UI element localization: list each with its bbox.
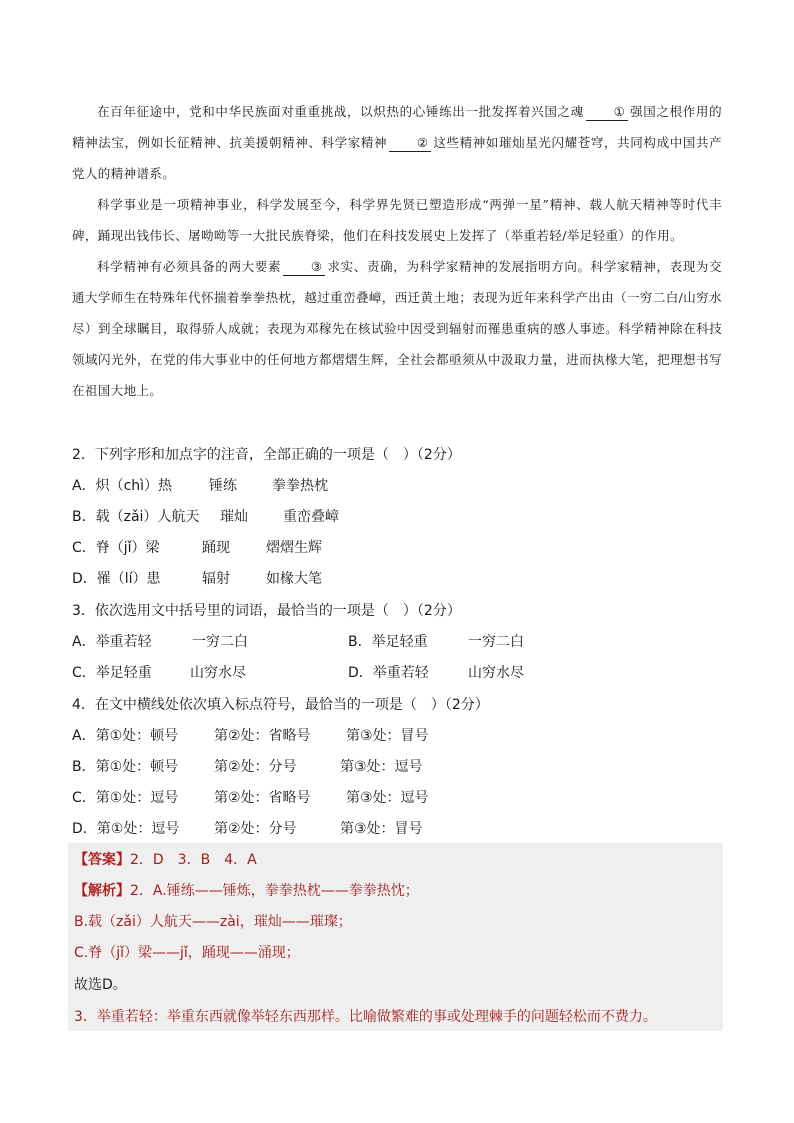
q3-option-c[interactable]: C．举足轻重 <box>72 665 152 681</box>
analysis-line-3: C.脊（jǐ）梁——jǐ，踊现——涌现； <box>74 945 300 961</box>
analysis-line-2: B.载（zǎi）人航天——zài，璀灿——璀璨； <box>74 914 352 930</box>
document-page: 在百年征途中，党和中华民族面对重重挑战，以炽热的心锤练出一批发挥着兴国之魂 ① 强国之根作用的精神法宝，例如长征精神、抗美援朝精神、科学家精神 ② 这些精神如璀灿星光闪耀苍穹，共同构成中国共产党人的精神谱系。 科学事业是一项精神事业，科学发展至今，科学界先贤已塑造形成“两弹一星”精神、载人航天精神等时代丰碑，踊现出钱伟长、屠呦呦等一大批民族脊梁，他们在科技发展史上发挥了（举重若轻/举足轻重）的作用。 科学精神有必须具备的两大要素 ③ 求实、责确，为科学家精神的发展指明方向。科学家精神，表现为交通大学师生在特殊年代怀揣着拳拳热枕，越过重峦叠嶂，西迁黄土地；表现为近年来科学产出由（一穷二白/山穷水尽）到全球瞩目，取得骄人成就；表现为邓稼先在核试验中因受到辐射而罹患重病的感人事迹。科学精神除在科技领域闪光外，在党的伟大事业中的任何地方都熠熠生辉，全社会都亟须从中汲取力量，进而执椽大笔，把理想书写在祖国大地上。 2．下列字形和加点字的注音，全部正确的一项是（ ）（2分） A．炽（chì）热 锤练 拳拳热枕 B．载（zǎi）人航天 璀灿 重峦叠嶂 C．脊（jǐ）梁 踊现 熠熠生辉 D．罹（lí）患 辐射 如椽大笔 3．依次选用文中括号里的词语，最恰当的一项是（ ）（2分） A．举重若轻 一穷二白 B．举足轻重 一穷二白 C．举足轻重 山穷水尽 D．举重若轻 山穷水尽 4．在文中横线处依次填入标点符号，最恰当的一项是（ ）（2分） A．第①处：顿号 第②处：省略号 第③处：冒号 B．第①处：顿号 第②处：分号 第③处：逗号 C．第①处：逗号 第②处：省略号 第③处：逗号 D．第①处：逗号 第②处：分号 第③处：冒号 【答案】2．D 3．B 4．A 【解析】2．A.锤练——锤炼，拳拳热枕——拳拳热忱； B.载（zǎi）人航天——zài，璀灿——璀璨； C.脊（jǐ）梁——jǐ，踊现——涌现； 故选D。 3．举重若轻：举重东西就像举轻东西那样。比喻做繁难的事或处理棘手的问题轻松而不费力。 <box>0 0 794 1123</box>
passage-paragraph-1: 在百年征途中，党和中华民族面对重重挑战，以炽热的心锤练出一批发挥着兴国之魂 ① 强国之根作用的精神法宝，例如长征精神、抗美援朝精神、科学家精神 ② 这些精神如璀灿星光闪耀苍穹，共同构成中国共产党人的精神谱系。 <box>72 104 722 181</box>
analysis-line-5: 3．举重若轻：举重东西就像举轻东西那样。比喻做繁难的事或处理棘手的问题轻松而不费力。 <box>74 1009 657 1025</box>
passage-paragraph-3: 科学精神有必须具备的两大要素 ③ 求实、责确，为科学家精神的发展指明方向。科学家精神，表现为交通大学师生在特殊年代怀揣着拳拳热枕，越过重峦叠嶂，西迁黄土地；表现为近年来科学产出由（一穷二白/山穷水尽）到全球瞩目，取得骄人成就；表现为邓稼先在核试验中因受到辐射而罹患重病的感人事迹。科学精神除在科技领域闪光外，在党的伟大事业中的任何地方都熠熠生辉，全社会都亟须从中汲取力量，进而执椽大笔，把理想书写在祖国大地上。 <box>72 259 722 398</box>
analysis-line-1: 【解析】2．A.锤练——锤炼，拳拳热枕——拳拳热忱； <box>74 883 419 899</box>
q3-option-b[interactable]: B．举足轻重 <box>348 634 428 650</box>
answer-panel <box>68 843 723 1031</box>
q3-option-d[interactable]: D．举重若轻 <box>348 665 429 681</box>
blank-2: ② <box>389 135 431 152</box>
question-4-stem: 4．在文中横线处依次填入标点符号，最恰当的一项是（ ）（2分） <box>72 697 489 713</box>
question-3-stem: 3．依次选用文中括号里的词语，最恰当的一项是（ ）（2分） <box>72 603 461 619</box>
reading-passage <box>72 96 722 406</box>
analysis-tag: 【解析】 <box>74 883 130 899</box>
blank-1: ① <box>586 104 628 121</box>
answer-line <box>74 849 257 871</box>
answer-tag: 【答案】 <box>74 852 130 868</box>
q3-option-a[interactable]: A．举重若轻 <box>72 634 152 650</box>
analysis-line-4: 故选D。 <box>74 977 127 993</box>
answer-text: 2．D 3．B 4．A <box>130 852 257 868</box>
passage-paragraph-2: 科学事业是一项精神事业，科学发展至今，科学界先贤已塑造形成“两弹一星”精神、载人航天精神等时代丰碑，踊现出钱伟长、屠呦呦等一大批民族脊梁，他们在科技发展史上发挥了（举重若轻/举足轻重）的作用。 <box>72 197 722 243</box>
question-2-stem: 2．下列字形和加点字的注音，全部正确的一项是（ ）（2分） <box>72 447 461 463</box>
blank-3: ③ <box>283 259 325 276</box>
